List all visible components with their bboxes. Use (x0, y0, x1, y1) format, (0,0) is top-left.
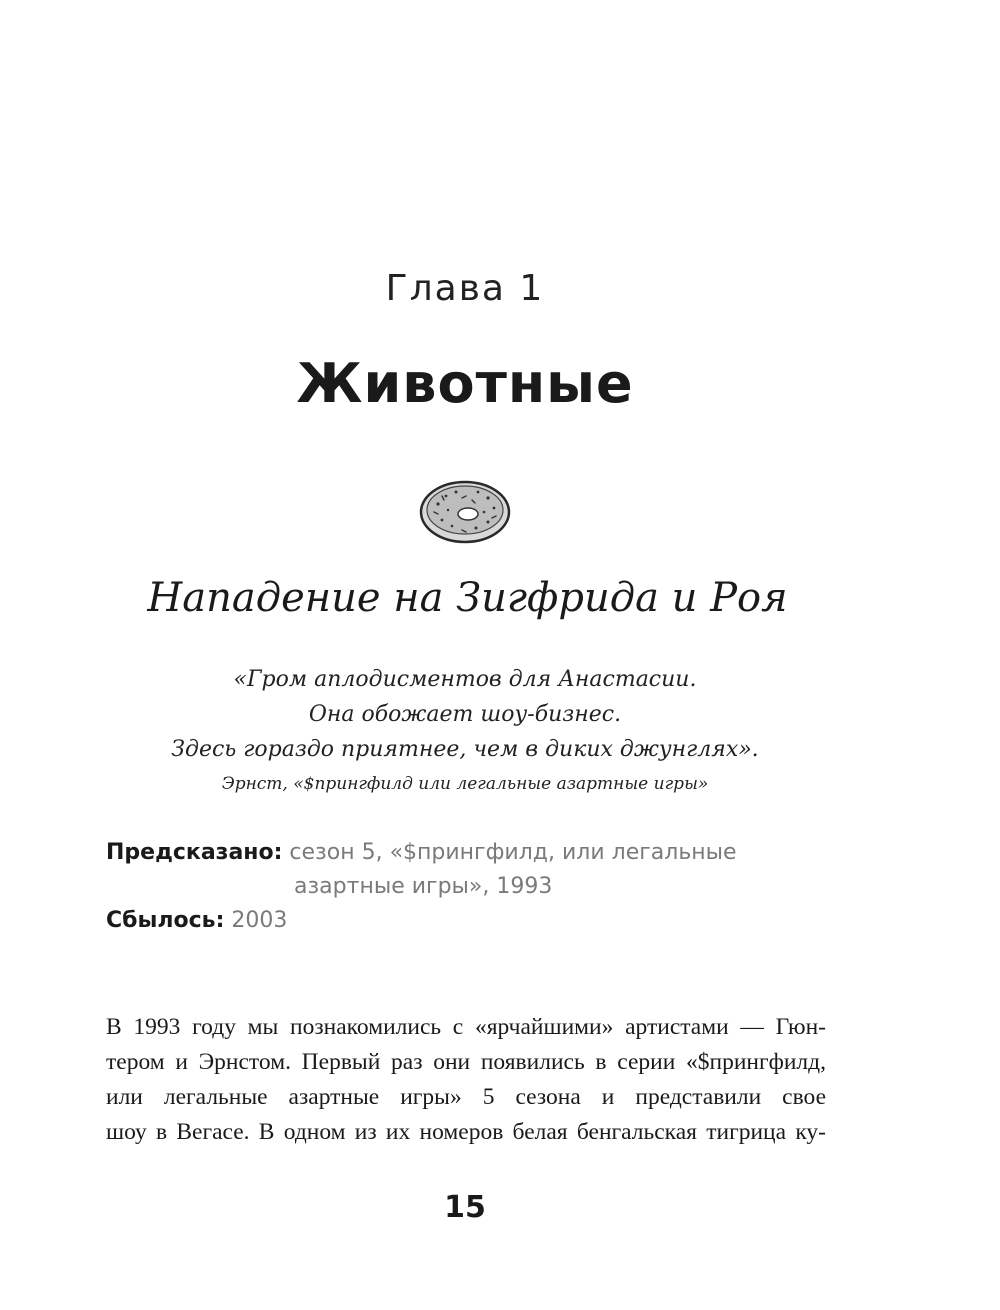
epigraph-line: Она обожает шоу-бизнес. (308, 702, 622, 727)
epigraph-line: Здесь гораздо приятнее, чем в диких джунглях». (171, 737, 759, 762)
page-number: 15 (444, 1190, 486, 1225)
predicted-label: Предсказано: (106, 840, 283, 865)
came-true-value: 2003 (231, 908, 288, 933)
epigraph (0, 662, 930, 799)
predicted-row (106, 836, 826, 870)
chapter-title: Животные (296, 352, 634, 415)
donut-icon (418, 476, 512, 546)
came-true-row (106, 904, 826, 938)
epigraph-line: «Гром аплодисментов для Анастасии. (233, 667, 697, 692)
came-true-label: Сбылось: (106, 908, 225, 933)
body-line: или легальные азартные игры» 5 сезона и представили свое (106, 1084, 826, 1110)
section-title: Нападение на Зигфрида и Роя (147, 575, 788, 621)
body-line: В 1993 году мы познакомились с «ярчайшими» артистами — Гюн- (106, 1014, 826, 1040)
body-paragraph (106, 1010, 826, 1150)
epigraph-source: Эрнст, «$прингфилд или легальные азартные игры» (221, 774, 709, 794)
chapter-label: Глава 1 (385, 268, 545, 309)
body-line: тером и Эрнстом. Первый раз они появились в серии «$прингфилд, (106, 1049, 826, 1075)
predicted-value: сезон 5, «$прингфилд, или легальные (289, 840, 737, 865)
predicted-value-continued: азартные игры», 1993 (294, 874, 553, 899)
body-line: шоу в Вегасе. В одном из их номеров белая бенгальская тигрица ку- (106, 1119, 826, 1145)
